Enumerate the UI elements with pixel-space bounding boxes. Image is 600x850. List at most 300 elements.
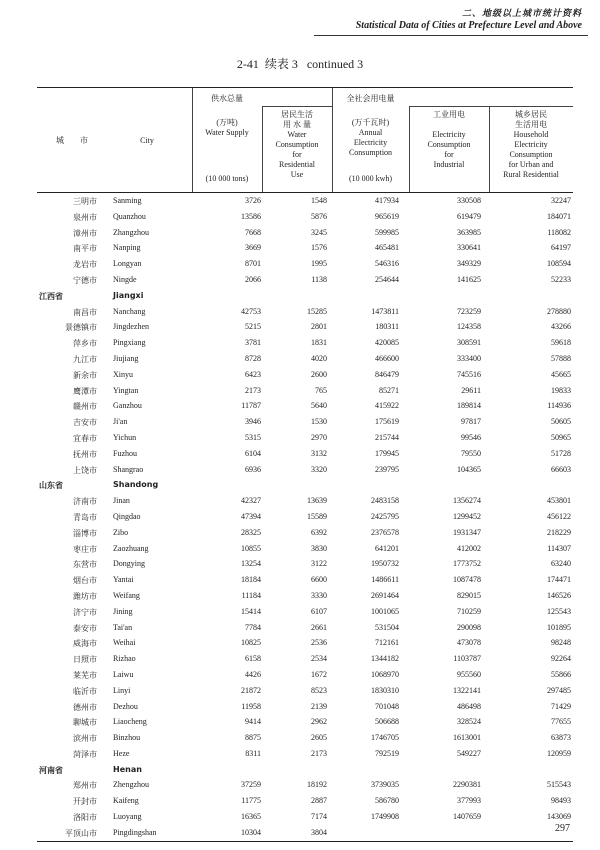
value-cell: 5315	[245, 432, 261, 442]
city-name-cn: 青岛市	[73, 512, 97, 522]
value-cell: 1356274	[453, 496, 481, 506]
value-cell: 179945	[375, 448, 399, 458]
value-cell: 955560	[457, 669, 481, 679]
city-name-cn: 三明市	[73, 197, 97, 206]
value-cell: 6423	[245, 369, 261, 379]
value-cell: 377993	[457, 796, 481, 806]
value-cell: 1344182	[371, 654, 399, 664]
city-name-cn: 泰安市	[73, 623, 97, 633]
city-name-cn: 威海市	[73, 639, 97, 649]
province-row	[37, 477, 573, 493]
city-name-en: Zibo	[113, 527, 129, 537]
value-cell: 1001065	[371, 606, 399, 616]
table-row	[37, 414, 573, 430]
city-name-cn: 平顶山市	[65, 828, 97, 838]
city-name-en: Jining	[113, 606, 133, 616]
value-cell: 486498	[457, 701, 481, 711]
value-cell: 1830310	[371, 685, 399, 695]
value-cell: 6936	[245, 464, 261, 474]
city-name-cn: 德州市	[73, 702, 97, 712]
col-water-unit-en: (10 000 tons)	[205, 174, 249, 183]
value-cell: 120959	[547, 748, 571, 758]
value-cell: 146526	[547, 590, 571, 600]
value-cell: 1749908	[371, 812, 399, 822]
value-cell: 15414	[241, 606, 261, 616]
value-cell: 297485	[547, 685, 571, 695]
table-row	[37, 541, 573, 557]
city-name-cn: 泉州市	[73, 212, 97, 222]
value-cell: 2970	[311, 432, 327, 442]
table-row	[37, 620, 573, 636]
value-cell: 42327	[241, 496, 261, 506]
table-title: 2-41 续表 3 continued 3	[236, 57, 364, 71]
value-cell: 1473811	[371, 306, 399, 316]
table-row	[37, 430, 573, 446]
city-name-cn: 九江市	[73, 354, 97, 364]
value-cell: 11787	[241, 401, 261, 411]
table-row	[37, 493, 573, 509]
city-name-en: Longyan	[113, 259, 142, 269]
value-cell: 712161	[375, 638, 399, 648]
city-name-en: Fuzhou	[113, 448, 137, 458]
value-cell: 6104	[245, 448, 261, 458]
value-cell: 218229	[547, 527, 571, 537]
value-cell: 64197	[551, 243, 571, 253]
table-row	[37, 351, 573, 367]
value-cell: 79550	[461, 448, 481, 458]
value-cell: 50605	[551, 417, 571, 427]
value-cell: 3669	[245, 243, 261, 253]
value-cell: 114307	[547, 543, 571, 553]
value-cell: 1995	[311, 259, 327, 269]
value-cell: 85271	[379, 385, 399, 395]
city-name-en: Kaifeng	[113, 796, 139, 806]
city-name-en: Shandong	[113, 480, 159, 490]
value-cell: 308591	[457, 338, 481, 348]
city-name-cn: 潍坊市	[73, 591, 97, 601]
value-cell: 1486611	[371, 575, 399, 585]
value-cell: 2600	[311, 369, 327, 379]
value-cell: 1138	[311, 274, 327, 284]
value-cell: 723259	[457, 306, 481, 316]
value-cell: 42753	[241, 306, 261, 316]
value-cell: 1087478	[453, 575, 481, 585]
value-cell: 1576	[311, 243, 327, 253]
value-cell: 52233	[551, 274, 571, 284]
city-name-cn: 临沂市	[73, 686, 97, 696]
col-water-unit: (万吨)	[216, 118, 238, 127]
value-cell: 18184	[241, 575, 261, 585]
city-name-en: Zhengzhou	[113, 780, 149, 790]
value-cell: 71429	[551, 701, 571, 711]
value-cell: 3245	[311, 227, 327, 237]
city-name-cn: 南平市	[73, 244, 97, 254]
table-row	[37, 525, 573, 541]
value-cell: 349329	[457, 259, 481, 269]
value-cell: 290098	[457, 622, 481, 632]
city-name-en: Ganzhou	[113, 401, 142, 411]
value-cell: 465481	[375, 243, 399, 253]
city-name-cn: 宁德市	[73, 275, 97, 285]
value-cell: 13639	[307, 496, 327, 506]
bottom-rule	[37, 841, 573, 842]
value-cell: 63873	[551, 733, 571, 743]
city-name-cn: 上饶市	[73, 465, 97, 475]
value-cell: 1103787	[453, 654, 481, 664]
value-cell: 43266	[551, 322, 571, 332]
value-cell: 3132	[311, 448, 327, 458]
city-name-en: Yichun	[113, 432, 137, 442]
city-name-en: Jinan	[113, 496, 130, 506]
value-cell: 6392	[311, 527, 327, 537]
col-water-cn: 供水总量	[211, 94, 243, 103]
value-cell: 77655	[551, 717, 571, 727]
value-cell: 2962	[311, 717, 327, 727]
city-name-cn: 鹰潭市	[73, 386, 97, 396]
city-name-cn: 漳州市	[73, 228, 97, 238]
value-cell: 330641	[457, 243, 481, 253]
value-cell: 125543	[547, 606, 571, 616]
value-cell: 710259	[457, 606, 481, 616]
value-cell: 745516	[457, 369, 481, 379]
value-cell: 215744	[375, 432, 399, 442]
table-row	[37, 383, 573, 399]
value-cell: 473078	[457, 638, 481, 648]
value-cell: 2887	[311, 796, 327, 806]
table-row	[37, 572, 573, 588]
value-cell: 1322141	[453, 685, 481, 695]
city-name-en: Xinyu	[113, 369, 133, 379]
value-cell: 3739035	[371, 780, 399, 790]
city-name-cn: 景德镇市	[65, 323, 97, 333]
statistics-table	[37, 87, 573, 842]
value-cell: 330508	[457, 196, 481, 205]
value-cell: 98248	[551, 638, 571, 648]
col-water-en: Water Supply	[205, 128, 249, 137]
value-cell: 3330	[311, 590, 327, 600]
value-cell: 546316	[375, 259, 399, 269]
value-cell: 141625	[457, 274, 481, 284]
city-name-en: Nanping	[113, 243, 141, 253]
city-name-en: Jiujiang	[113, 353, 139, 363]
value-cell: 3804	[311, 827, 327, 837]
col-elec-cn: 全社会用电量	[346, 94, 395, 103]
city-name-en: Linyi	[113, 685, 131, 695]
city-name-en: Pingdingshan	[113, 827, 157, 837]
city-name-cn: 龙岩市	[73, 260, 97, 270]
value-cell: 1950732	[371, 559, 399, 569]
value-cell: 11775	[241, 796, 261, 806]
table-row	[37, 588, 573, 604]
value-cell: 2425795	[371, 511, 399, 521]
value-cell: 415922	[375, 401, 399, 411]
value-cell: 333400	[457, 353, 481, 363]
table-row	[37, 809, 573, 825]
value-cell: 98493	[551, 796, 571, 806]
value-cell: 549227	[457, 748, 481, 758]
table-row	[37, 604, 573, 620]
header-rule	[314, 35, 588, 36]
table-row	[37, 209, 573, 225]
value-cell: 420085	[375, 338, 399, 348]
value-cell: 531504	[375, 622, 399, 632]
value-cell: 5215	[245, 322, 261, 332]
table-row	[37, 730, 573, 746]
value-cell: 829015	[457, 590, 481, 600]
city-name-cn: 济南市	[73, 497, 97, 507]
table-row	[37, 651, 573, 667]
col-elec-unit-en: (10 000 kwh)	[348, 174, 393, 183]
value-cell: 10855	[241, 543, 261, 553]
value-cell: 8523	[311, 685, 327, 695]
city-name-cn: 南昌市	[73, 307, 97, 317]
city-name-cn: 宜春市	[73, 433, 97, 443]
value-cell: 8875	[245, 733, 261, 743]
province-row	[37, 288, 573, 304]
table-row	[37, 462, 573, 478]
value-cell: 6600	[311, 575, 327, 585]
value-cell: 175619	[375, 417, 399, 427]
city-name-cn: 滨州市	[73, 734, 97, 744]
table-row	[37, 793, 573, 809]
value-cell: 254644	[375, 274, 399, 284]
col-elec-en: Annual Electricity Consumption	[348, 128, 393, 157]
value-cell: 2661	[311, 622, 327, 632]
city-name-en: Dezhou	[113, 701, 138, 711]
city-name-cn: 开封市	[73, 797, 97, 807]
city-name-en: Ningde	[113, 274, 137, 284]
table-row	[37, 509, 573, 525]
city-name-cn: 莱芜市	[73, 670, 97, 680]
value-cell: 59618	[551, 338, 571, 348]
value-cell: 21872	[241, 685, 261, 695]
city-name-cn: 菏泽市	[73, 749, 97, 759]
value-cell: 641201	[375, 543, 399, 553]
city-name-cn: 萍乡市	[73, 339, 97, 349]
value-cell: 174471	[547, 575, 571, 585]
city-name-cn: 洛阳市	[73, 813, 97, 823]
value-cell: 1530	[311, 417, 327, 427]
city-name-en: Jiangxi	[113, 290, 144, 300]
value-cell: 57888	[551, 353, 571, 363]
value-cell: 412002	[457, 543, 481, 553]
table-row	[37, 272, 573, 288]
city-name-cn: 山东省	[39, 481, 63, 491]
city-name-en: Liaocheng	[113, 717, 147, 727]
table-row	[37, 446, 573, 462]
table-row	[37, 699, 573, 715]
city-name-en: Tai'an	[113, 622, 133, 632]
value-cell: 13586	[241, 211, 261, 221]
col-elec-unit: (万千瓦时)	[351, 118, 390, 127]
value-cell: 55866	[551, 669, 571, 679]
value-cell: 29611	[461, 385, 481, 395]
value-cell: 28325	[241, 527, 261, 537]
city-name-cn: 枣庄市	[73, 544, 97, 554]
city-name-cn: 日照市	[73, 655, 97, 665]
city-name-en: Quanzhou	[113, 211, 146, 221]
province-row	[37, 762, 573, 778]
table-row	[37, 683, 573, 699]
value-cell: 184071	[547, 211, 571, 221]
value-cell: 7784	[245, 622, 261, 632]
value-cell: 8311	[245, 748, 261, 758]
value-cell: 18192	[307, 780, 327, 790]
value-cell: 1068970	[371, 669, 399, 679]
value-cell: 1672	[311, 669, 327, 679]
value-cell: 2139	[311, 701, 327, 711]
value-cell: 239795	[375, 464, 399, 474]
table-row	[37, 746, 573, 762]
value-cell: 189814	[457, 401, 481, 411]
table-row	[37, 319, 573, 335]
city-name-cn: 聊城市	[73, 718, 97, 728]
value-cell: 8701	[245, 259, 261, 269]
col-city-en: City	[140, 136, 154, 145]
col-house-elec-cn: 城乡居民 生活用电	[515, 110, 547, 129]
value-cell: 1613001	[453, 733, 481, 743]
value-cell: 792519	[375, 748, 399, 758]
value-cell: 2066	[245, 274, 261, 284]
value-cell: 45665	[551, 369, 571, 379]
table-row	[37, 635, 573, 651]
table-body	[37, 193, 573, 841]
value-cell: 846479	[375, 369, 399, 379]
city-name-cn: 赣州市	[73, 402, 97, 412]
value-cell: 47394	[241, 511, 261, 521]
page-number: 297	[555, 823, 570, 834]
value-cell: 2173	[311, 748, 327, 758]
city-name-cn: 河南省	[39, 765, 63, 775]
value-cell: 1746705	[371, 733, 399, 743]
value-cell: 3726	[245, 196, 261, 205]
table-header	[37, 88, 573, 192]
col-resid-water-en: Water Consumption for Residential Use	[275, 130, 319, 179]
value-cell: 114936	[547, 401, 571, 411]
city-name-en: Dongying	[113, 559, 145, 569]
value-cell: 118082	[547, 227, 571, 237]
city-name-en: Yantai	[113, 575, 134, 585]
col-house-elec-en: Household Electricity Consumption for Urban and Rural Residential	[503, 130, 559, 179]
city-name-en: Sanming	[113, 196, 142, 205]
city-name-en: Henan	[113, 764, 142, 774]
table-row	[37, 335, 573, 351]
value-cell: 37259	[241, 780, 261, 790]
value-cell: 11958	[241, 701, 261, 711]
city-name-en: Luoyang	[113, 812, 142, 822]
table-row	[37, 193, 573, 209]
city-name-en: Binzhou	[113, 733, 141, 743]
table-row	[37, 556, 573, 572]
value-cell: 1831	[311, 338, 327, 348]
value-cell: 63240	[551, 559, 571, 569]
city-name-en: Shangrao	[113, 464, 144, 474]
value-cell: 15285	[307, 306, 327, 316]
value-cell: 10825	[241, 638, 261, 648]
running-header-en: Statistical Data of Cities at Prefecture Level and Above	[355, 20, 582, 31]
city-name-cn: 吉安市	[73, 418, 97, 428]
value-cell: 124358	[457, 322, 481, 332]
value-cell: 417934	[375, 196, 399, 205]
value-cell: 66603	[551, 464, 571, 474]
col-ind-elec-en: Electricity Consumption for Industrial	[427, 130, 471, 169]
value-cell: 9414	[245, 717, 261, 727]
table-row	[37, 777, 573, 793]
city-name-en: Heze	[113, 748, 130, 758]
table-row	[37, 225, 573, 241]
table-row	[37, 714, 573, 730]
city-name-cn: 淄博市	[73, 528, 97, 538]
value-cell: 50965	[551, 432, 571, 442]
value-cell: 51728	[551, 448, 571, 458]
value-cell: 92264	[551, 654, 571, 664]
value-cell: 453801	[547, 496, 571, 506]
value-cell: 4426	[245, 669, 261, 679]
value-cell: 6158	[245, 654, 261, 664]
value-cell: 16365	[241, 812, 261, 822]
city-name-en: Yingtan	[113, 385, 139, 395]
value-cell: 3830	[311, 543, 327, 553]
value-cell: 97817	[461, 417, 481, 427]
value-cell: 8728	[245, 353, 261, 363]
city-name-en: Jingdezhen	[113, 322, 149, 332]
value-cell: 1548	[311, 196, 327, 205]
city-name-en: Zaozhuang	[113, 543, 149, 553]
value-cell: 2534	[311, 654, 327, 664]
value-cell: 2483158	[371, 496, 399, 506]
value-cell: 104365	[457, 464, 481, 474]
city-name-en: Weifang	[113, 590, 140, 600]
value-cell: 32247	[551, 196, 571, 205]
table-row	[37, 398, 573, 414]
value-cell: 1931347	[453, 527, 481, 537]
value-cell: 1773752	[453, 559, 481, 569]
city-name-cn: 抚州市	[73, 449, 97, 459]
value-cell: 2691464	[371, 590, 399, 600]
value-cell: 456122	[547, 511, 571, 521]
value-cell: 10304	[241, 827, 261, 837]
value-cell: 278880	[547, 306, 571, 316]
value-cell: 599985	[375, 227, 399, 237]
table-row	[37, 667, 573, 683]
running-header-cn: 二、地级以上城市统计资料	[461, 8, 582, 18]
value-cell: 506688	[375, 717, 399, 727]
value-cell: 765	[315, 385, 327, 395]
city-name-en: Pingxiang	[113, 338, 146, 348]
value-cell: 5876	[311, 211, 327, 221]
value-cell: 2173	[245, 385, 261, 395]
city-name-cn: 江西省	[39, 291, 63, 301]
value-cell: 13254	[241, 559, 261, 569]
value-cell: 3320	[311, 464, 327, 474]
value-cell: 15589	[307, 511, 327, 521]
table-row	[37, 367, 573, 383]
value-cell: 180311	[375, 322, 399, 332]
value-cell: 7174	[311, 812, 327, 822]
table-row	[37, 304, 573, 320]
value-cell: 2536	[311, 638, 327, 648]
value-cell: 6107	[311, 606, 327, 616]
value-cell: 101895	[547, 622, 571, 632]
city-name-en: Ji'an	[113, 417, 128, 427]
value-cell: 5640	[311, 401, 327, 411]
value-cell: 108594	[547, 259, 571, 269]
value-cell: 19833	[551, 385, 571, 395]
city-name-en: Laiwu	[113, 669, 134, 679]
table-row	[37, 256, 573, 272]
city-name-cn: 郑州市	[73, 781, 97, 791]
value-cell: 1407659	[453, 812, 481, 822]
